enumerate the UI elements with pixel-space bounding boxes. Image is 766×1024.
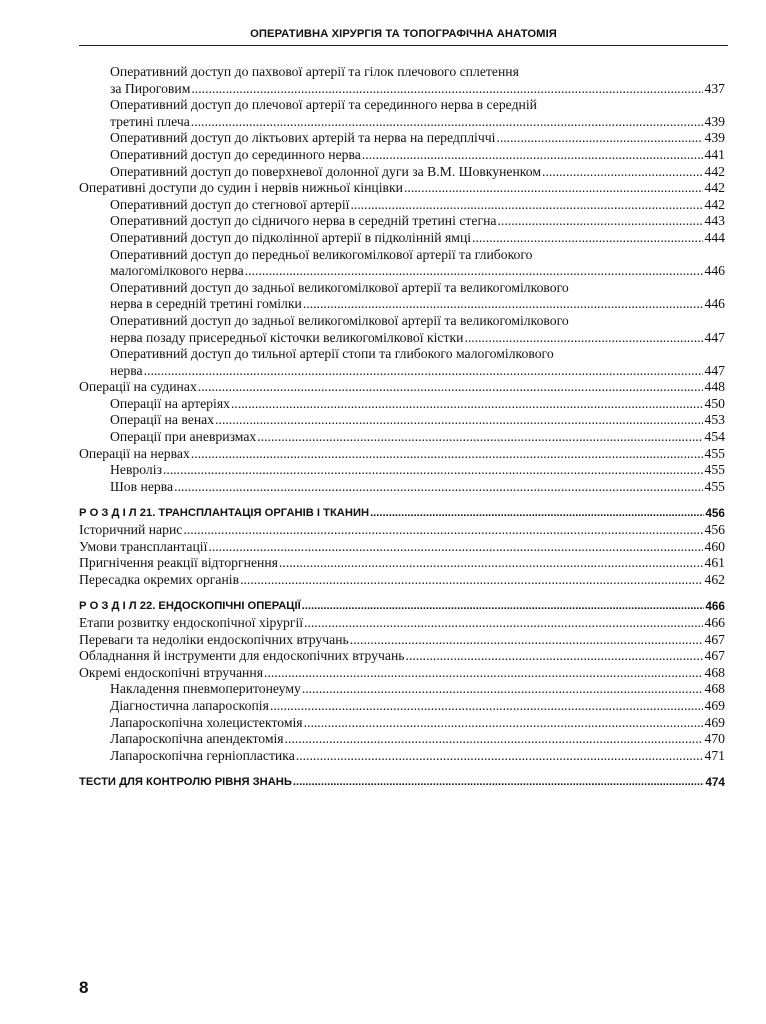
toc-page-number: 446 <box>704 296 725 312</box>
toc-page-number: 474 <box>705 775 725 790</box>
toc-page-number: 442 <box>704 180 725 196</box>
dot-leader <box>362 147 704 164</box>
toc-entry-title-line: Оперативний доступ до передньої великогомілкової артерії та глибокого <box>110 246 533 262</box>
toc-entry-line <box>79 379 725 396</box>
toc-entry <box>79 446 725 463</box>
dot-leader <box>370 505 704 522</box>
toc-entry <box>79 130 725 147</box>
toc-entry <box>79 731 725 748</box>
toc-page-number: 467 <box>704 648 725 664</box>
dot-leader <box>350 197 703 214</box>
toc-entry <box>79 230 725 247</box>
toc-page-number: 453 <box>704 412 725 428</box>
dot-leader <box>302 598 705 615</box>
toc-entry <box>79 748 725 765</box>
toc-entry-line <box>79 598 725 615</box>
dot-leader <box>472 230 703 247</box>
toc-page-number: 470 <box>704 731 725 747</box>
toc-entry <box>79 396 725 413</box>
toc-page-number: 454 <box>704 429 725 445</box>
toc-entry-line <box>79 632 725 649</box>
toc-entry-title-line: Оперативний доступ до тильної артерії стопи та глибокого малогомілкового <box>110 346 554 362</box>
dot-leader <box>296 748 704 765</box>
dot-leader <box>215 412 703 429</box>
dot-leader <box>174 479 703 496</box>
toc-page-number: 447 <box>704 329 725 345</box>
toc-entry-line <box>79 446 725 463</box>
dot-leader <box>257 429 703 446</box>
toc-entry-title: Операції на венах <box>110 412 215 428</box>
toc-entry-title: Окремі ендоскопічні втручання <box>79 664 264 680</box>
toc-entry-line <box>110 197 725 214</box>
dot-leader <box>231 396 704 413</box>
toc-entry <box>79 97 725 130</box>
toc-entry <box>79 522 725 539</box>
dot-leader <box>350 632 704 649</box>
toc-entry-line <box>79 774 725 791</box>
toc-entry <box>79 180 725 197</box>
dot-leader <box>264 665 703 682</box>
dot-leader <box>144 363 704 380</box>
toc-entry-title: нерва <box>110 362 143 378</box>
running-header: ОПЕРАТИВНА ХІРУРГІЯ ТА ТОПОГРАФІЧНА АНАТОМІЯ <box>250 28 557 40</box>
toc-page-number: 456 <box>704 522 725 538</box>
toc-entry-title: Пригнічення реакції відторгнення <box>79 555 278 571</box>
toc-entry-title: Переваги та недоліки ендоскопічних втручань <box>79 631 349 647</box>
toc-entry <box>79 147 725 164</box>
toc-entry-title: нерва в середній третині гомілки <box>110 296 302 312</box>
toc-entry-line <box>110 479 725 496</box>
toc-entry-line <box>79 180 725 197</box>
toc-entry-line <box>110 164 725 181</box>
dot-leader <box>279 555 704 572</box>
toc-page-number: 469 <box>704 714 725 730</box>
toc-entry <box>79 64 725 97</box>
toc-page-number: 446 <box>704 263 725 279</box>
toc-entry-title: Операції при аневризмах <box>110 429 257 445</box>
toc-entry-line <box>110 731 725 748</box>
toc-entry-line <box>110 114 725 131</box>
toc-entry-title: за Пироговим <box>110 80 191 96</box>
toc-entry <box>79 164 725 181</box>
toc-entry-title: Оперативний доступ до сідничого нерва в середній третині стегна <box>110 213 497 229</box>
toc-entry-line <box>110 715 725 732</box>
toc-entry-title: Оперативний доступ до підколінної артерії в підколінній ямці <box>110 229 472 245</box>
toc-page-number: 468 <box>704 681 725 697</box>
toc-entry <box>79 197 725 214</box>
dot-leader <box>498 213 704 230</box>
toc-entry-title: Р О З Д І Л 21. ТРАНСПЛАНТАЦІЯ ОРГАНІВ І ТКАНИН <box>79 507 370 520</box>
toc-entry <box>79 429 725 446</box>
toc-entry <box>79 698 725 715</box>
toc-entry <box>79 681 725 698</box>
toc-entry-title: Шов нерва <box>110 478 174 494</box>
toc-page-number: 461 <box>704 555 725 571</box>
toc-entry <box>79 346 725 379</box>
toc-entry-line <box>79 648 725 665</box>
dot-leader <box>285 731 704 748</box>
toc-page-number: 471 <box>704 747 725 763</box>
toc-page-number: 447 <box>704 362 725 378</box>
toc-entry-line <box>110 330 725 347</box>
dot-leader <box>304 615 703 632</box>
toc-entry-line <box>110 698 725 715</box>
toc-entry-title-line: Оперативний доступ до пахвової артерії та гілок плечового сплетення <box>110 64 519 79</box>
toc-page-number: 462 <box>704 571 725 587</box>
toc-entry-line <box>79 665 725 682</box>
dot-leader <box>464 330 703 347</box>
toc-entry-line <box>79 539 725 556</box>
toc-page-number: 444 <box>704 229 725 245</box>
dot-leader <box>191 446 704 463</box>
toc-entry-title: Пересадка окремих органів <box>79 571 240 587</box>
toc-page-number: 448 <box>704 379 725 395</box>
toc-entry-title: Лапароскопічна герніопластика <box>110 747 295 763</box>
toc-entry-title: Операції на нервах <box>79 445 190 461</box>
toc-section-heading <box>79 598 725 615</box>
toc-entry <box>79 615 725 632</box>
toc-section-heading <box>79 505 725 522</box>
dot-leader <box>240 572 703 589</box>
toc-entry-line <box>110 230 725 247</box>
toc-entry <box>79 572 725 589</box>
toc-page-number: 437 <box>704 80 725 96</box>
toc-page-number: 468 <box>704 664 725 680</box>
toc-entry-line <box>110 462 725 479</box>
toc-page-number: 466 <box>704 615 725 630</box>
toc-entry-line <box>110 396 725 413</box>
section-gap <box>79 495 725 505</box>
toc-page-number: 469 <box>704 697 725 713</box>
toc-entry-title: Оперативний доступ до серединного нерва <box>110 146 361 162</box>
toc-entry-title: ТЕСТИ ДЛЯ КОНТРОЛЮ РІВНЯ ЗНАНЬ <box>79 776 292 789</box>
toc-entry <box>79 462 725 479</box>
dot-leader <box>270 698 704 715</box>
toc-entry <box>79 247 725 280</box>
toc-entry-title: третині плеча <box>110 113 190 129</box>
toc-entry <box>79 313 725 346</box>
toc-entry <box>79 555 725 572</box>
toc-entry <box>79 648 725 665</box>
dot-leader <box>245 263 704 280</box>
table-of-contents <box>79 64 725 791</box>
dot-leader <box>183 522 703 539</box>
toc-page-number: 439 <box>704 113 725 129</box>
toc-entry <box>79 665 725 682</box>
toc-page-number: 455 <box>704 462 725 478</box>
toc-entry-line <box>79 615 725 632</box>
toc-page-number: 442 <box>704 196 725 212</box>
toc-entry-title: Лапароскопічна апендектомія <box>110 731 284 747</box>
toc-page-number: 443 <box>704 213 725 229</box>
dot-leader <box>303 296 704 313</box>
toc-page-number: 450 <box>704 395 725 411</box>
toc-page-number: 442 <box>704 163 725 179</box>
toc-entry-title: Операції на судинах <box>79 379 197 395</box>
toc-page-number: 455 <box>704 478 725 494</box>
toc-entry-title: нерва позаду присередньої кісточки великогомілкової кістки <box>110 329 464 345</box>
toc-entry-line <box>110 147 725 164</box>
dot-leader <box>404 180 704 197</box>
toc-entry <box>79 280 725 313</box>
toc-entry-line <box>79 555 725 572</box>
toc-entry-line <box>110 412 725 429</box>
dot-leader <box>304 715 704 732</box>
toc-entry-title: Оперативний доступ до стегнової артерії <box>110 196 350 212</box>
toc-page-number: 460 <box>704 538 725 554</box>
toc-page-number: 441 <box>704 146 725 162</box>
toc-entry-title: Накладення пневмоперитонеуму <box>110 681 301 697</box>
toc-entry-line <box>79 505 725 522</box>
dot-leader <box>406 648 704 665</box>
toc-entry-title: Історичний нарис <box>79 522 183 538</box>
toc-entry-title: Оперативний доступ до ліктьових артерій та нерва на передпліччі <box>110 130 496 146</box>
toc-page-number: 456 <box>705 506 725 521</box>
toc-entry-title: Операції на артеріях <box>110 395 230 411</box>
section-gap <box>79 588 725 598</box>
toc-entry-line <box>110 748 725 765</box>
dot-leader <box>293 774 704 791</box>
toc-entry-title-line: Оперативний доступ до плечової артерії та серединного нерва в середній <box>110 97 537 113</box>
toc-entry <box>79 412 725 429</box>
section-gap <box>79 764 725 774</box>
toc-entry-line <box>110 363 725 380</box>
toc-entry-line <box>79 572 725 589</box>
toc-entry-line <box>110 681 725 698</box>
toc-entry-title: Обладнання й інструменти для ендоскопічних втручань <box>79 648 405 664</box>
toc-entry-line <box>110 429 725 446</box>
toc-entry <box>79 213 725 230</box>
toc-entry-line <box>110 213 725 230</box>
toc-entry-title: Невроліз <box>110 462 162 478</box>
dot-leader <box>208 539 703 556</box>
toc-entry <box>79 479 725 496</box>
dot-leader <box>191 81 703 98</box>
toc-entry-title: Діагностична лапароскопія <box>110 697 269 713</box>
toc-entry-line <box>79 522 725 539</box>
dot-leader <box>163 462 703 479</box>
dot-leader <box>542 164 703 181</box>
dot-leader <box>198 379 704 396</box>
toc-entry-title: Р О З Д І Л 22. ЕНДОСКОПІЧНІ ОПЕРАЦІЇ <box>79 600 301 613</box>
toc-entry <box>79 632 725 649</box>
toc-entry-line <box>110 81 725 98</box>
toc-entry <box>79 715 725 732</box>
toc-entry-line <box>110 296 725 313</box>
toc-entry <box>79 539 725 556</box>
dot-leader <box>302 681 704 698</box>
toc-page-number: 467 <box>704 631 725 647</box>
header-rule <box>79 45 728 46</box>
dot-leader <box>496 130 703 147</box>
toc-entry-title-line: Оперативний доступ до задньої великогомілкової артерії та великогомілкового <box>110 279 569 295</box>
dot-leader <box>191 114 704 131</box>
toc-section-heading <box>79 774 725 791</box>
toc-page-number: 466 <box>705 599 725 614</box>
toc-page-number: 455 <box>704 445 725 461</box>
toc-entry-title-line: Оперативний доступ до задньої великогомілкової артерії та великогомілкового <box>110 312 569 328</box>
toc-entry-title: Етапи розвитку ендоскопічної хірургії <box>79 615 304 630</box>
page-number: 8 <box>79 978 89 997</box>
toc-entry-title: Умови трансплантації <box>79 538 208 554</box>
toc-entry-line <box>110 130 725 147</box>
toc-entry-title: Лапароскопічна холецистектомія <box>110 714 303 730</box>
toc-entry-title: малогомілкового нерва <box>110 263 244 279</box>
toc-entry <box>79 379 725 396</box>
toc-page-number: 439 <box>704 130 725 146</box>
toc-entry-title: Оперативний доступ до поверхневої долонної дуги за В.М. Шовкуненком <box>110 163 542 179</box>
toc-entry-line <box>110 263 725 280</box>
toc-entry-title: Оперативні доступи до судин і нервів нижньої кінцівки <box>79 180 403 196</box>
